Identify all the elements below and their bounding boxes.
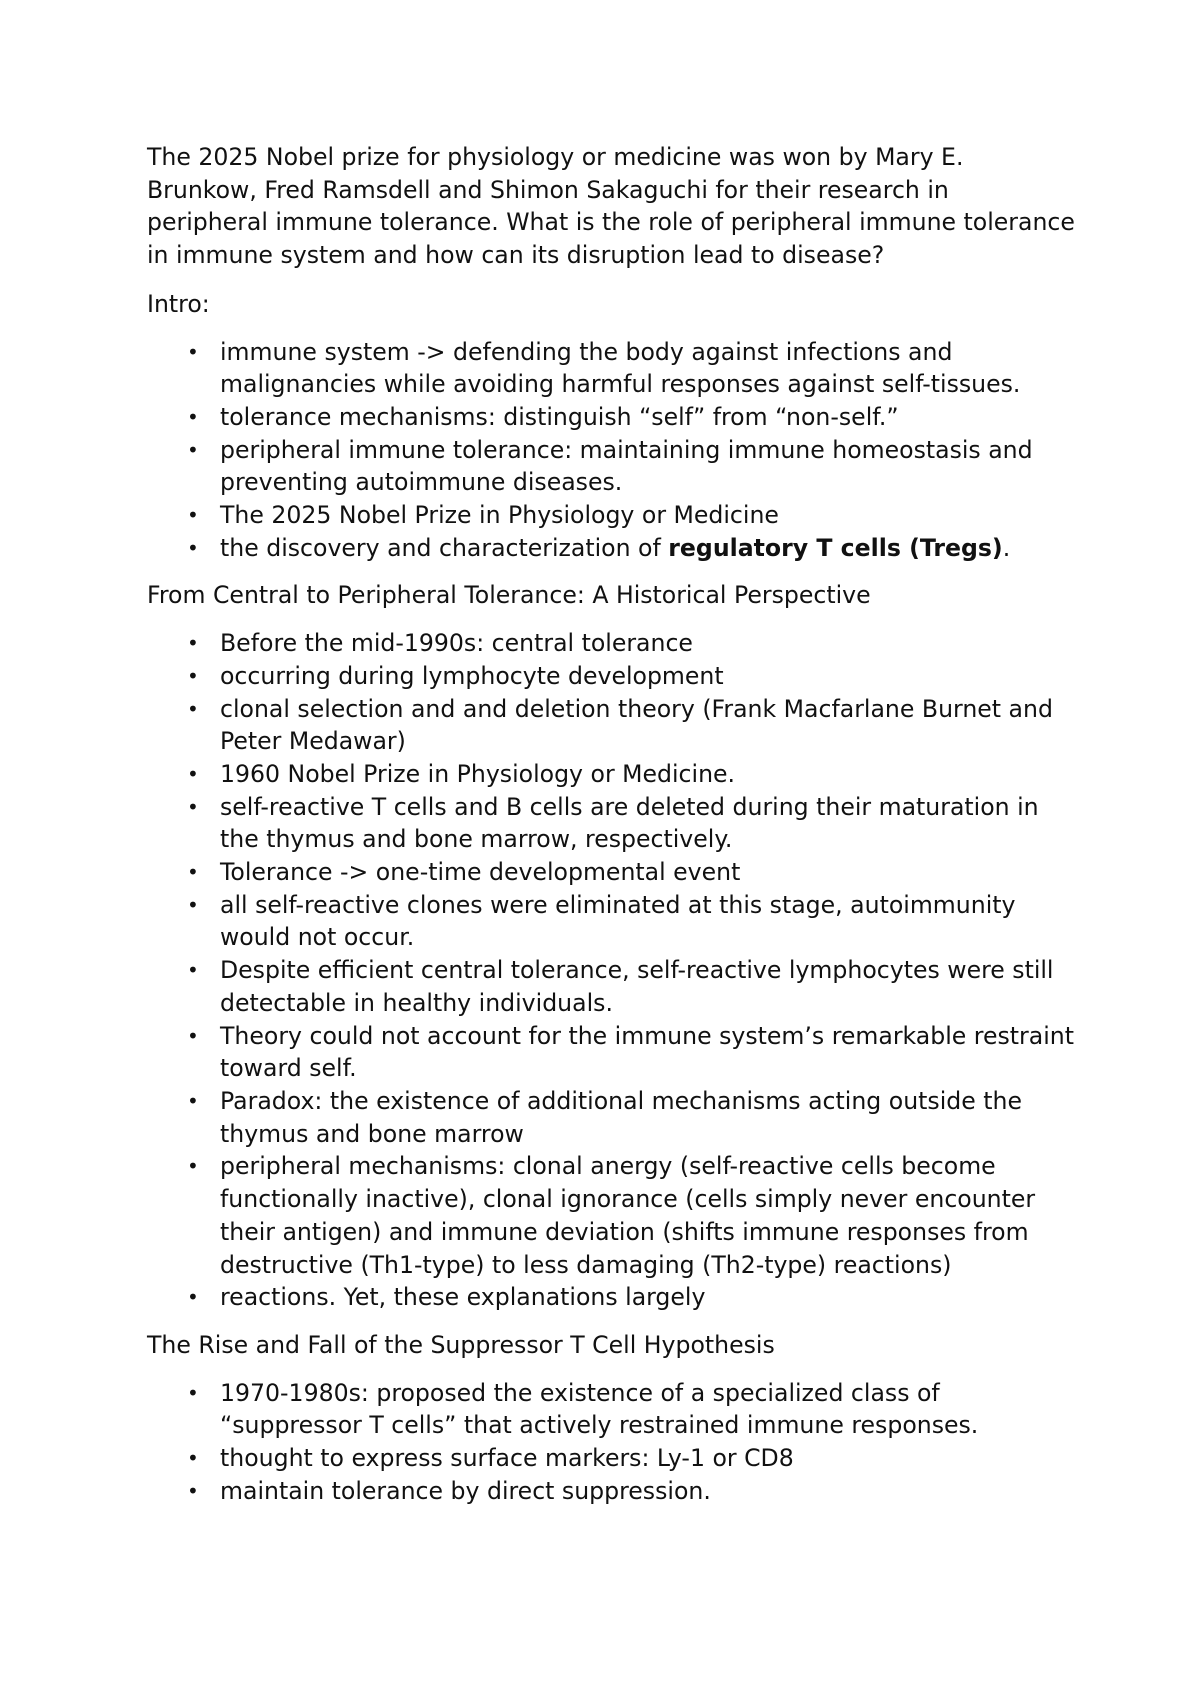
bullet-icon: • xyxy=(187,404,199,429)
bullet-list xyxy=(147,627,1077,1314)
list-item xyxy=(147,1377,1077,1442)
bullet-icon: • xyxy=(187,1285,199,1310)
bullet-icon: • xyxy=(187,1023,199,1048)
list-item xyxy=(147,954,1077,1019)
bullet-list xyxy=(147,1377,1077,1508)
bullet-icon: • xyxy=(187,339,199,364)
list-item-text: The 2025 Nobel Prize in Physiology or Medicine xyxy=(220,501,779,530)
list-item xyxy=(147,1475,1077,1508)
bullet-icon: • xyxy=(187,1478,199,1503)
list-item-text: Paradox: the existence of additional mechanisms acting outside the thymus and bone marrow xyxy=(220,1086,1022,1148)
bullet-icon: • xyxy=(187,1154,199,1179)
list-item-text: Before the mid-1990s: central tolerance xyxy=(220,629,693,658)
list-item-text: Tolerance -> one-time developmental event xyxy=(220,858,741,887)
bullet-icon: • xyxy=(187,437,199,462)
list-item xyxy=(147,1150,1077,1281)
list-item-suffix: . xyxy=(1002,533,1011,562)
list-item xyxy=(147,660,1077,693)
list-item-text: clonal selection and and deletion theory (Frank Macfarlane Burnet and Peter Medawar) xyxy=(220,694,1053,756)
list-item-text: self-reactive T cells and B cells are deleted during their maturation in the thymus and bone marrow, respectively. xyxy=(220,792,1039,854)
list-item-emphasis: regulatory T cells (Tregs) xyxy=(668,533,1003,562)
bullet-icon: • xyxy=(187,535,199,560)
bullet-icon: • xyxy=(187,1446,199,1471)
bullet-icon: • xyxy=(187,892,199,917)
list-item-text: all self-reactive clones were eliminated at this stage, autoimmunity would not occur. xyxy=(220,890,1016,952)
document-sections xyxy=(147,288,1077,1508)
list-item xyxy=(147,627,1077,660)
list-item xyxy=(147,1085,1077,1150)
list-item-text: Theory could not account for the immune system’s remarkable restraint toward self. xyxy=(220,1021,1074,1083)
list-item xyxy=(147,532,1077,565)
list-item-text: reactions. Yet, these explanations largely xyxy=(220,1283,706,1312)
section-heading: Intro: xyxy=(147,289,210,318)
list-item-text: tolerance mechanisms: distinguish “self” from “non-self.” xyxy=(220,402,899,431)
list-item-text: immune system -> defending the body against infections and malignancies while avoiding harmful responses against self-tissues. xyxy=(220,337,1021,399)
list-item xyxy=(147,791,1077,856)
list-item-text: 1970-1980s: proposed the existence of a specialized class of “suppressor T cells” that actively restrained immune responses. xyxy=(220,1378,979,1440)
essay-question: The 2025 Nobel prize for physiology or medicine was won by Mary E. Brunkow, Fred Ramsdell and Shimon Sakaguchi for their research in peripheral immune tolerance. What is the role of peripheral immune tolerance in immune system and how can its disruption lead to disease? xyxy=(147,143,1075,270)
bullet-list xyxy=(147,336,1077,565)
list-item xyxy=(147,856,1077,889)
list-item xyxy=(147,499,1077,532)
list-item xyxy=(147,889,1077,954)
list-item-text: maintain tolerance by direct suppression. xyxy=(220,1476,711,1505)
bullet-icon: • xyxy=(187,503,199,528)
list-item xyxy=(147,336,1077,401)
bullet-icon: • xyxy=(187,761,199,786)
list-item-text: Despite efficient central tolerance, self-reactive lymphocytes were still detectable in healthy individuals. xyxy=(220,956,1054,1017)
list-item xyxy=(147,1020,1077,1085)
list-item xyxy=(147,758,1077,791)
bullet-icon: • xyxy=(187,1380,199,1405)
section-heading: From Central to Peripheral Tolerance: A Historical Perspective xyxy=(147,581,871,610)
list-item xyxy=(147,401,1077,434)
bullet-icon: • xyxy=(187,631,199,656)
list-item-text: thought to express surface markers: Ly-1 or CD8 xyxy=(220,1444,794,1473)
bullet-icon: • xyxy=(187,696,199,721)
bullet-icon: • xyxy=(187,794,199,819)
list-item xyxy=(147,1442,1077,1475)
bullet-icon: • xyxy=(187,958,199,983)
list-item xyxy=(147,434,1077,499)
list-item-text: 1960 Nobel Prize in Physiology or Medicine. xyxy=(220,759,736,788)
list-item-text: peripheral mechanisms: clonal anergy (self-reactive cells become functionally inactive), clonal ignorance (cells simply never encounter their antigen) and immune deviation (shifts immune responses from destructive (Th1-type) to less damaging (Th2-type) reactions) xyxy=(220,1152,1036,1279)
section-heading: The Rise and Fall of the Suppressor T Cell Hypothesis xyxy=(147,1330,775,1359)
list-item xyxy=(147,1281,1077,1314)
bullet-icon: • xyxy=(187,663,199,688)
list-item-text: peripheral immune tolerance: maintaining immune homeostasis and preventing autoimmune diseases. xyxy=(220,435,1033,497)
bullet-icon: • xyxy=(187,860,199,885)
list-item-text: the discovery and characterization of xyxy=(220,533,669,562)
list-item xyxy=(147,693,1077,758)
bullet-icon: • xyxy=(187,1088,199,1113)
list-item-text: occurring during lymphocyte development xyxy=(220,661,724,690)
document-page xyxy=(147,141,1077,1522)
